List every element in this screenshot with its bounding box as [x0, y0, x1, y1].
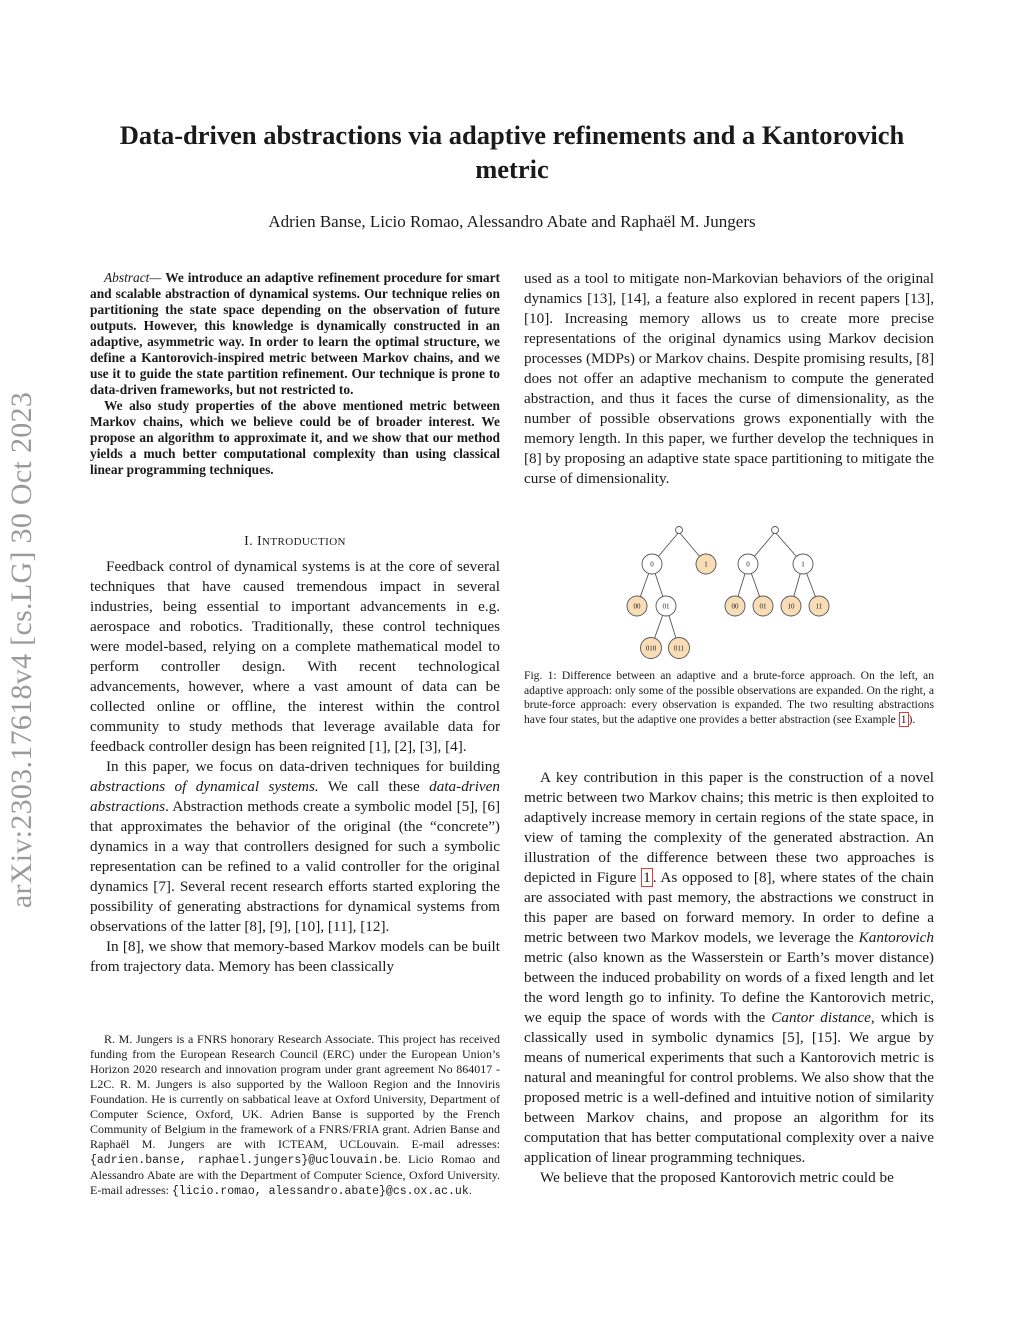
tree-label-left-00: 00	[633, 602, 641, 611]
paper-authors: Adrien Banse, Licio Romao, Alessandro Abate and Raphaël M. Jungers	[268, 212, 756, 231]
paper-title: Data-driven abstractions via adaptive refinements and a Kantorovich metric	[119, 120, 905, 184]
arxiv-stamp: arXiv:2303.17618v4 [cs.LG] 30 Oct 2023	[5, 391, 38, 909]
tree-label-right-1: 1	[801, 560, 805, 569]
right-column-continuation	[524, 269, 934, 489]
belief-paragraph: We believe that the proposed Kantorovich metric could be	[540, 1169, 894, 1186]
right-column-body	[524, 768, 934, 1188]
section-heading-introduction: I. INTRODUCTION	[244, 534, 346, 549]
tree-root-left	[676, 527, 683, 534]
abstract-label: Abstract	[104, 270, 150, 285]
figure-1-trees	[600, 524, 870, 664]
figure-1-caption: Fig. 1: Difference between an adaptive and a brute-force approach. On the left, an adaptive approach: only some of the possible observations are expanded. On the right, a brute-force approach: every observation is expanded. The two resulting abstractions have four states, but the adaptive one provides a better abstraction (see Example 1 ).	[524, 669, 934, 726]
tree-label-right-11: 11	[815, 602, 823, 611]
tree-label-right-01: 01	[759, 602, 767, 611]
example-1-link[interactable]: 1	[900, 712, 907, 726]
email-link-oxford[interactable]: {licio.romao, alessandro.abate}@cs.ox.ac.uk	[171, 1185, 469, 1198]
tree-label-left-010: 010	[645, 644, 657, 653]
tree-root-right	[772, 527, 779, 534]
intro-paragraph-1: Feedback control of dynamical systems is at the core of several techniques that have caused tremendous impact in several industries, being essential to important advancements in e.g. aerospace and robotics. Traditionally, these control techniques were model-based, relying on a complete mathematical model to perform controller design. With recent technological advancements, however, where a vast amount of data can be collected online or offline, the interest within the control community to study methods that leverage available data for feedback controller design has been reignited [1], [2], [3], [4].	[90, 558, 500, 755]
continuation-paragraph: used as a tool to mitigate non-Markovian behaviors of the original dynamics [13], [14], a feature also explored in recent papers [13], [10]. Increasing memory allows us to create more precise representations of the original dynamics using Markov decision processes (MDPs) or Markov chains. Despite promising results, [8] does not offer an adaptive mechanism to compute the generated abstraction, and thus it faces the curse of dimensionality, as the number of possible observations grows exponentially with the memory length. In this paper, we further develop the techniques in [8] by proposing an adaptive state space partitioning to mitigate the curse of dimensionality.	[524, 270, 934, 487]
tree-label-left-01: 01	[662, 602, 670, 611]
tree-label-right-0: 0	[746, 560, 750, 569]
tree-label-right-10: 10	[787, 602, 795, 611]
abstract-paragraph-1: Abstract— We introduce an adaptive refinement procedure for smart and scalable abstraction of dynamical systems. Our technique relies on partitioning the state space depending on the observation of future outputs. However, this knowledge is dynamically constructed in an adaptive, asymmetric way. In order to learn the optimal structure, we define a Kantorovich-inspired metric between Markov chains, and we use it to guide the state partition refinement. Our technique is prone to data-driven frameworks, but not restricted to.	[90, 270, 500, 397]
tree-label-left-011: 011	[673, 644, 685, 653]
tree-label-left-1: 1	[704, 560, 708, 569]
figure-1-link[interactable]: 1	[643, 869, 651, 886]
intro-paragraph-3: In [8], we show that memory-based Markov models can be built from trajectory data. Memory has been classically	[90, 938, 500, 975]
intro-paragraph-2: In this paper, we focus on data-driven techniques for building abstractions of dynamical systems. We call these data-driven abstractions. Abstraction methods create a symbolic model [5], [6] that approximates the behavior of the original (the “concrete”) dynamics in a way that controllers designed for such a symbolic representation can be refined to a valid controller for the original dynamics [7]. Several recent research efforts started exploring the possibility of generating abstractions for dynamical systems from observations of the latter [8], [9], [10], [11], [12].	[90, 758, 500, 935]
abstract	[90, 270, 500, 478]
contribution-paragraph: A key contribution in this paper is the construction of a novel metric between two Markov chains; this metric is then exploited to adaptively increase memory in certain regions of the state space, in view of taming the complexity of the generated abstraction. An illustration of the difference between these two approaches is depicted in Figure 1 . As opposed to [8], where states of the chain are associated with past memory, the abstractions we construct in this paper are based on forward memory. In order to define a metric between two Markov models, we leverage the Kantorovich metric (also known as the Wasserstein or Earth’s mover distance) between the induced probability on words of a fixed length and let the word length go to infinity. To define the Kantorovich metric, we equip the space of words with the Cantor distance, which is classically used in symbolic dynamics [5], [15]. We argue by means of numerical experiments that such a Kantorovich metric is natural and meaningful for control problems. We also show that the proposed metric is a well-defined and intuitive notion of similarity between Markov chains, and propose an algorithm for its computation that has better computational complexity over a naive application of linear programming techniques.	[524, 769, 935, 1166]
email-link-uclouvain[interactable]: {adrien.banse, raphael.jungers}@uclouvain.be	[90, 1154, 398, 1167]
abstract-paragraph-2: We also study properties of the above mentioned metric between Markov chains, which we believe could be of broader interest. We propose an algorithm to approximate it, and we show that our method yields a much better computational complexity than using classical linear programming techniques.	[90, 398, 500, 477]
introduction-text	[90, 557, 500, 977]
footnote: R. M. Jungers is a FNRS honorary Research Associate. This project has received funding from the European Research Council (ERC) under the European Union’s Horizon 2020 research and innovation program under grant agreement No 864017 - L2C. R. M. Jungers is also supported by the Walloon Region and the Innoviris Foundation. He is currently on sabbatical leave at Oxford University, Department of Computer Science, Oxford, UK. Adrien Banse is supported by the French Community of Belgium in the framework of a FNRS/FRIA grant. Adrien Banse and Raphaël M. Jungers are with ICTEAM, UCLouvain. E-mail adresses: {adrien.banse, raphael.jungers}@uclouvain.be. Licio Romao and Alessandro Abate are with the Department of Computer Science, Oxford University. E-mail adresses: {licio.romao, alessandro.abate}@cs.ox.ac.uk.	[90, 1032, 500, 1198]
tree-label-left-0: 0	[650, 560, 654, 569]
tree-label-right-00: 00	[731, 602, 739, 611]
